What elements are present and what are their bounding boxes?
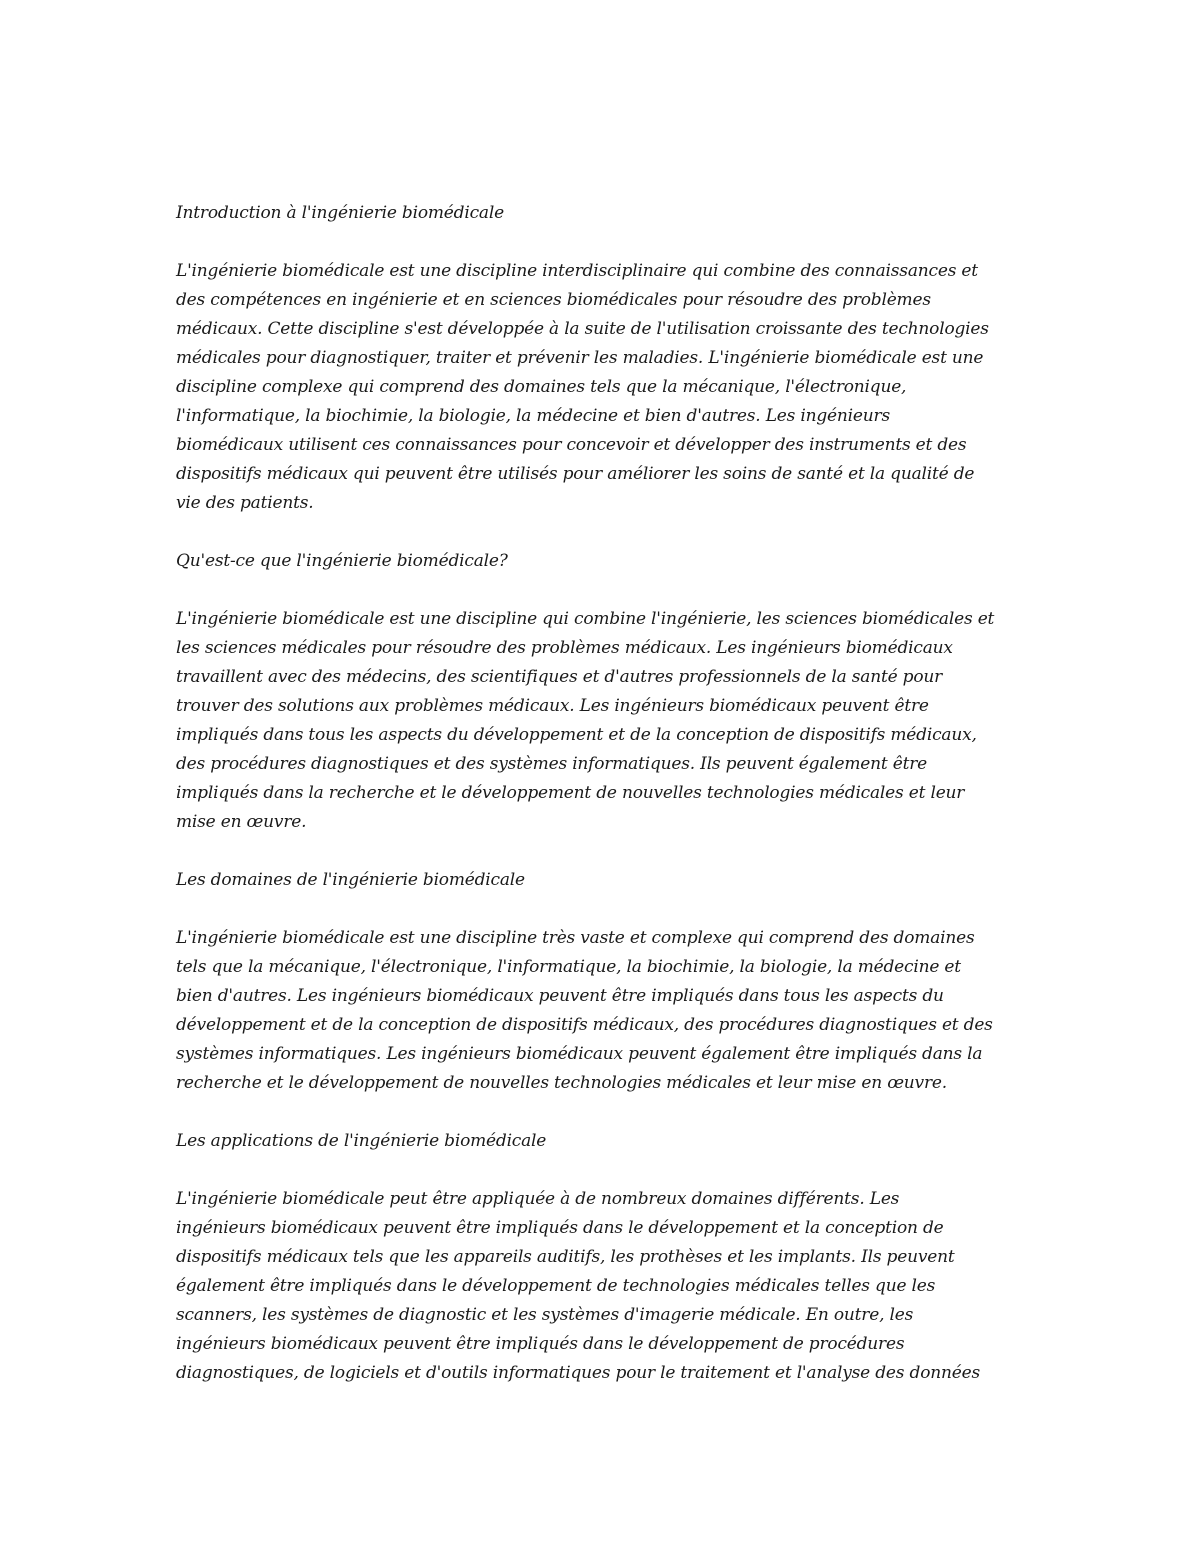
paragraph-line: trouver des solutions aux problèmes médicaux. Les ingénieurs biomédicaux peuvent être: [176, 696, 929, 716]
paragraph-line: diagnostiques, de logiciels et d'outils informatiques pour le traitement et l'analyse des données: [176, 1363, 980, 1383]
paragraph-line: scanners, les systèmes de diagnostic et les systèmes d'imagerie médicale. En outre, les: [176, 1305, 914, 1325]
paragraph-line: ingénieurs biomédicaux peuvent être impliqués dans le développement et la conception de: [176, 1218, 944, 1238]
paragraph: [176, 1185, 1026, 1388]
paragraph-line: L'ingénierie biomédicale est une discipline interdisciplinaire qui combine des connaissances et: [176, 261, 978, 281]
paragraph-line: dispositifs médicaux qui peuvent être utilisés pour améliorer les soins de santé et la qualité de: [176, 464, 975, 484]
paragraph-line: L'ingénierie biomédicale est une discipline très vaste et complexe qui comprend des domaines: [176, 928, 975, 948]
paragraph-line: systèmes informatiques. Les ingénieurs biomédicaux peuvent également être impliqués dans la: [176, 1044, 983, 1064]
paragraph-line: les sciences médicales pour résoudre des problèmes médicaux. Les ingénieurs biomédicaux: [176, 638, 953, 658]
paragraph-line: dispositifs médicaux tels que les appareils auditifs, les prothèses et les implants. Ils peuvent: [176, 1247, 955, 1267]
paragraph-line: également être impliqués dans le développement de technologies médicales telles que les: [176, 1276, 936, 1296]
paragraph-line: médicaux. Cette discipline s'est développée à la suite de l'utilisation croissante des technologies: [176, 319, 989, 339]
paragraph-spacer: [176, 518, 1026, 547]
paragraph-line: impliqués dans tous les aspects du développement et de la conception de dispositifs médicaux,: [176, 725, 977, 745]
paragraph-spacer: [176, 895, 1026, 924]
paragraph-line: des procédures diagnostiques et des systèmes informatiques. Ils peuvent également être: [176, 754, 928, 774]
paragraph-line: ingénieurs biomédicaux peuvent être impliqués dans le développement de procédures: [176, 1334, 905, 1354]
document-body: [176, 199, 1026, 1388]
paragraph-line: des compétences en ingénierie et en sciences biomédicales pour résoudre des problèmes: [176, 290, 931, 310]
heading-text: Les domaines de l'ingénierie biomédicale: [176, 870, 525, 890]
heading-text: Les applications de l'ingénierie biomédicale: [176, 1131, 547, 1151]
section-heading: [176, 866, 1026, 895]
section-heading: [176, 547, 1026, 576]
paragraph-line: biomédicaux utilisent ces connaissances pour concevoir et développer des instruments et des: [176, 435, 967, 455]
paragraph: [176, 257, 1026, 518]
heading-text: Qu'est-ce que l'ingénierie biomédicale?: [176, 551, 508, 571]
paragraph-line: mise en œuvre.: [176, 812, 307, 832]
paragraph-spacer: [176, 1156, 1026, 1185]
paragraph-line: travaillent avec des médecins, des scientifiques et d'autres professionnels de la santé pour: [176, 667, 943, 687]
paragraph-line: L'ingénierie biomédicale peut être appliquée à de nombreux domaines différents. Les: [176, 1189, 900, 1209]
paragraph-line: médicales pour diagnostiquer, traiter et prévenir les maladies. L'ingénierie biomédicale est une: [176, 348, 984, 368]
paragraph-spacer: [176, 1098, 1026, 1127]
paragraph-line: L'ingénierie biomédicale est une discipline qui combine l'ingénierie, les sciences biomédicales et: [176, 609, 995, 629]
paragraph-spacer: [176, 228, 1026, 257]
paragraph-line: vie des patients.: [176, 493, 314, 513]
paragraph-line: développement et de la conception de dispositifs médicaux, des procédures diagnostiques et des: [176, 1015, 993, 1035]
paragraph-spacer: [176, 576, 1026, 605]
section-heading: [176, 1127, 1026, 1156]
paragraph-line: impliqués dans la recherche et le développement de nouvelles technologies médicales et leur: [176, 783, 965, 803]
paragraph-line: l'informatique, la biochimie, la biologie, la médecine et bien d'autres. Les ingénieurs: [176, 406, 890, 426]
heading-text: Introduction à l'ingénierie biomédicale: [176, 203, 504, 223]
paragraph: [176, 605, 1026, 837]
paragraph-line: tels que la mécanique, l'électronique, l'informatique, la biochimie, la biologie, la médecine et: [176, 957, 961, 977]
paragraph-line: bien d'autres. Les ingénieurs biomédicaux peuvent être impliqués dans tous les aspects du: [176, 986, 944, 1006]
paragraph: [176, 924, 1026, 1098]
paragraph-line: recherche et le développement de nouvelles technologies médicales et leur mise en œuvre.: [176, 1073, 947, 1093]
paragraph-spacer: [176, 837, 1026, 866]
paragraph-line: discipline complexe qui comprend des domaines tels que la mécanique, l'électronique,: [176, 377, 907, 397]
section-heading: [176, 199, 1026, 228]
